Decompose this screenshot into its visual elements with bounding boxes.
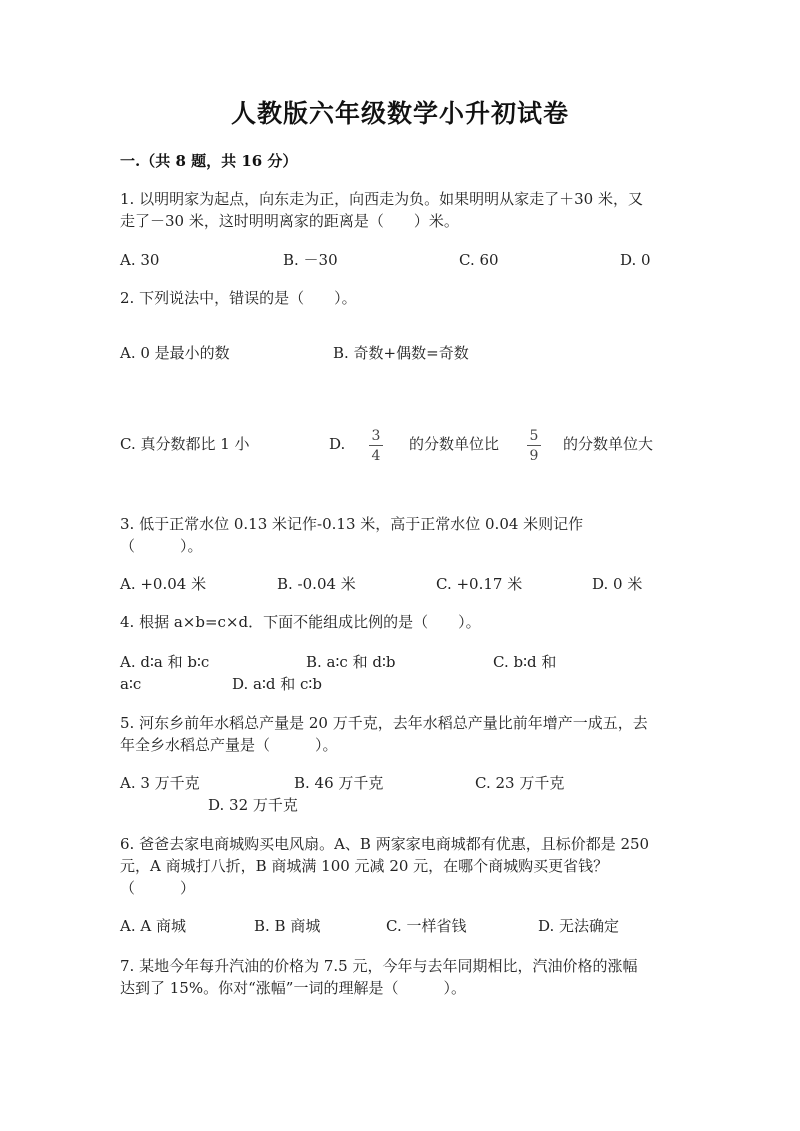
question-7-line-2: 达到了 15%。你对“涨幅”一词的理解是（ ）。 — [120, 979, 466, 997]
question-4-option-b: B. a∶c 和 d∶b — [306, 653, 396, 671]
question-4-option-d: D. a∶d 和 c∶b — [232, 675, 322, 693]
question-4-option-a: A. d∶a 和 b∶c — [120, 653, 210, 671]
question-2-option-c: C. 真分数都比 1 小 — [120, 435, 250, 453]
question-2-option-a: A. 0 是最小的数 — [120, 344, 230, 362]
page-title: 人教版六年级数学小升初试卷 — [230, 99, 569, 128]
question-2-option-b: B. 奇数+偶数=奇数 — [333, 344, 469, 362]
fraction-denominator: 4 — [371, 448, 381, 464]
question-6-option-a: A. A 商城 — [120, 917, 186, 935]
question-5-option-d: D. 32 万千克 — [208, 796, 298, 814]
fraction-bar — [369, 445, 383, 446]
question-2-line-1: 2. 下列说法中，错误的是（ ）。 — [120, 289, 357, 307]
fraction-three-fourths — [369, 428, 383, 464]
fraction-numerator: 5 — [529, 428, 539, 444]
question-4-option-c-continued: a∶c — [120, 675, 142, 693]
question-6-line-2: 元，A 商城打八折，B 商城满 100 元减 20 元，在哪个商城购买更省钱？ — [120, 857, 609, 875]
question-1-line-1: 1. 以明明家为起点，向东走为正，向西走为负。如果明明从家走了＋30 米，又 — [120, 190, 643, 208]
question-1-line-2: 走了－30 米，这时明明离家的距离是（ ）米。 — [120, 212, 459, 230]
question-7-line-1: 7. 某地今年每升汽油的价格为 7.5 元，今年与去年同期相比，汽油价格的涨幅 — [120, 957, 638, 975]
question-5-option-c: C. 23 万千克 — [475, 774, 565, 792]
question-2-option-d-label: D. — [329, 435, 346, 453]
question-5-option-a: A. 3 万千克 — [120, 774, 200, 792]
question-5-option-b: B. 46 万千克 — [294, 774, 384, 792]
question-6-option-c: C. 一样省钱 — [386, 917, 467, 935]
question-3-line-2: （ ）。 — [120, 537, 203, 555]
fraction-bar — [527, 445, 541, 446]
question-6-option-b: B. B 商城 — [254, 917, 321, 935]
question-1-option-c: C. 60 — [459, 251, 499, 269]
question-5-line-2: 年全乡水稻总产量是（ ）。 — [120, 736, 338, 754]
question-3-line-1: 3. 低于正常水位 0.13 米记作-0.13 米，高于正常水位 0.04 米则记作 — [120, 515, 584, 533]
question-1-option-d: D. 0 — [620, 251, 651, 269]
question-4-option-c: C. b∶d 和 — [493, 653, 557, 671]
question-6-line-3: （ ） — [120, 879, 196, 897]
question-2-option-d-text-2: 的分数单位大 — [563, 435, 654, 453]
question-5-line-1: 5. 河东乡前年水稻总产量是 20 万千克，去年水稻总产量比前年增产一成五，去 — [120, 714, 648, 732]
question-6-option-d: D. 无法确定 — [538, 917, 620, 935]
section-heading: 一.（共 8 题，共 16 分） — [120, 152, 298, 170]
fraction-numerator: 3 — [371, 428, 381, 444]
question-2-option-d-text-1: 的分数单位比 — [409, 435, 500, 453]
fraction-five-ninths — [527, 428, 541, 464]
question-4-line-1: 4. 根据 a×b=c×d．下面不能组成比例的是（ ）。 — [120, 613, 481, 631]
question-3-option-d: D. 0 米 — [592, 575, 643, 593]
question-1-option-a: A. 30 — [120, 251, 160, 269]
fraction-denominator: 9 — [529, 448, 539, 464]
question-6-line-1: 6. 爸爸去家电商城购买电风扇。A、B 两家家电商城都有优惠，且标价都是 250 — [120, 835, 650, 853]
question-1-option-b: B. －30 — [283, 251, 338, 269]
question-3-option-c: C. +0.17 米 — [436, 575, 523, 593]
question-3-option-b: B. -0.04 米 — [277, 575, 356, 593]
question-3-option-a: A. +0.04 米 — [120, 575, 207, 593]
